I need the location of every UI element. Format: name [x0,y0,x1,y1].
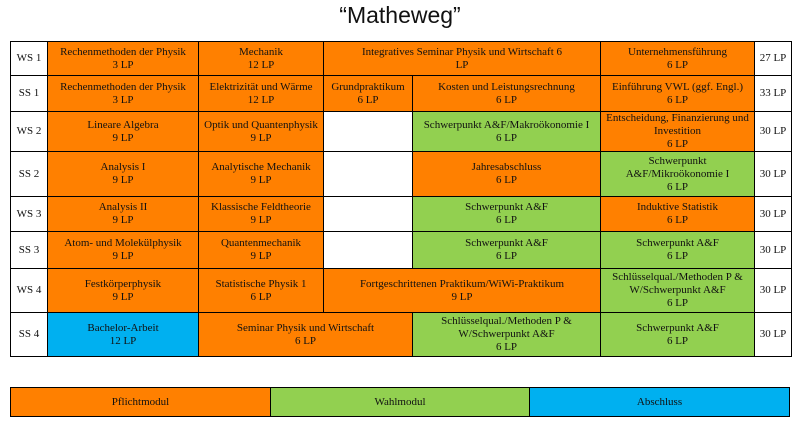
module-name: Mechanik [239,45,283,58]
module-cell [47,111,199,152]
module-lp: 6 LP [495,341,518,353]
empty-cell [323,151,413,197]
module-name: Jahresabschluss [471,161,542,173]
legend-wahlmodul: Wahlmodul [270,387,530,417]
module-lp: 6 LP [666,250,689,262]
module-cell [47,196,199,232]
module-cell [600,75,755,112]
module-cell [198,312,413,357]
module-name: Rechenmethoden der Physik [60,45,186,58]
module-name: Schwerpunkt A&F [636,321,719,334]
semester-total: 33 LP [754,75,792,112]
module-name: Statistische Physik 1 [215,277,307,290]
module-cell [47,231,199,269]
module-lp: 6 LP [495,174,518,186]
module-lp: 6 LP [495,250,518,262]
module-name: Seminar Physik und Wirtschaft [236,321,375,334]
module-cell [198,41,324,76]
module-name: Analysis II [98,201,148,213]
module-lp: 9 LP [451,290,473,303]
module-lp: 6 LP [495,214,518,226]
module-name: Schlüsselqual./Methoden P & W/Schwerpunkt A&F [612,271,743,296]
semester-label: SS 2 [10,151,48,197]
module-name: Schlüsselqual./Methoden P & W/Schwerpunkt A&F [441,315,572,340]
module-cell [600,231,755,269]
module-lp: 6 LP [666,58,689,71]
module-cell [47,268,199,313]
module-name: Lineare Algebra [87,118,159,131]
semester-label: WS 3 [10,196,48,232]
semester-total: 30 LP [754,231,792,269]
module-cell [600,151,755,197]
module-name: Schwerpunkt A&F/Makroökonomie I [423,118,590,131]
module-name: Einführung VWL (ggf. Engl.) [611,80,744,93]
module-name: Bachelor-Arbeit [87,321,159,334]
module-cell [412,196,601,232]
module-cell [600,41,755,76]
semester-label: WS 1 [10,41,48,76]
module-name: Schwerpunkt A&F [465,237,548,249]
page-title: “Matheweg” [339,2,461,28]
module-name: Grundpraktikum [331,80,405,93]
module-name: Schwerpunkt A&F [636,237,719,249]
module-lp: 12 LP [109,334,137,347]
module-cell [600,111,755,152]
module-name: Analysis I [100,161,146,173]
module-cell [198,196,324,232]
module-cell [412,151,601,197]
module-name: Elektrizität und Wärme [209,80,313,93]
module-cell [47,151,199,197]
module-cell [47,75,199,112]
module-lp: 3 LP [112,58,134,71]
semester-label: SS 3 [10,231,48,269]
module-name: Entscheidung, Finanzierung und Investition [606,112,749,137]
module-cell [198,231,324,269]
module-lp: 6 LP [495,93,518,106]
module-cell [47,41,199,76]
module-name: Integratives Seminar Physik und Wirtschaft 6 [361,45,563,58]
module-name: Schwerpunkt A&F/Mikroökonomie I [625,154,730,180]
semester-total: 30 LP [754,312,792,357]
module-cell [412,111,601,152]
module-lp: 9 LP [112,250,134,262]
module-name: Unternehmensführung [628,45,727,58]
semester-label: WS 2 [10,111,48,152]
module-cell [412,231,601,269]
empty-cell [323,196,413,232]
module-lp: 6 LP [666,297,689,309]
module-lp: 3 LP [112,93,134,106]
module-lp: 6 LP [294,334,317,347]
module-name: Klassische Feldtheorie [211,201,311,213]
module-cell [47,312,199,357]
module-cell [600,312,755,357]
module-name: Rechenmethoden der Physik [60,80,186,93]
module-cell [198,75,324,112]
module-name: Festkörperphysik [84,277,162,290]
module-name: Schwerpunkt A&F [465,201,548,213]
module-name: Quantenmechanik [220,237,302,249]
module-cell [412,312,601,357]
module-lp: 9 LP [250,250,272,262]
module-name: Kosten und Leistungsrechnung [438,80,575,93]
module-lp: 6 LP [495,131,518,144]
module-name: Analytische Mechanik [211,161,311,173]
module-lp: LP [455,58,469,71]
module-lp: 9 LP [250,131,272,144]
semester-total: 27 LP [754,41,792,76]
module-name: Optik und Quantenphysik [204,118,318,131]
semester-total: 30 LP [754,151,792,197]
legend-abschluss: Abschluss [529,387,790,417]
legend-pflichtmodul: Pflichtmodul [10,387,271,417]
module-cell [412,75,601,112]
module-lp: 9 LP [112,174,134,186]
module-lp: 6 LP [357,93,379,106]
module-cell [323,41,601,76]
module-lp: 9 LP [250,214,272,226]
module-lp: 6 LP [666,180,689,193]
module-lp: 6 LP [666,334,689,347]
module-lp: 9 LP [112,290,134,303]
module-name: Atom- und Molekülphysik [64,237,182,249]
semester-label: WS 4 [10,268,48,313]
module-lp: 6 LP [666,138,689,150]
semester-label: SS 1 [10,75,48,112]
semester-total: 30 LP [754,111,792,152]
module-name: Induktive Statistik [637,201,718,213]
module-cell [600,268,755,313]
module-lp: 9 LP [250,174,272,186]
module-lp: 12 LP [247,93,275,106]
semester-total: 30 LP [754,268,792,313]
module-cell [600,196,755,232]
module-lp: 9 LP [112,214,134,226]
module-name: Fortgeschrittenen Praktikum/WiWi-Praktikum [359,277,565,290]
semester-total: 30 LP [754,196,792,232]
empty-cell [323,111,413,152]
module-lp: 6 LP [250,290,272,303]
semester-label: SS 4 [10,312,48,357]
module-lp: 6 LP [666,214,689,226]
module-cell [198,151,324,197]
module-lp: 9 LP [112,131,134,144]
module-cell [198,268,324,313]
module-lp: 12 LP [247,58,275,71]
empty-cell [323,231,413,269]
module-cell [323,75,413,112]
module-lp: 6 LP [666,93,689,106]
module-cell [323,268,601,313]
module-cell [198,111,324,152]
